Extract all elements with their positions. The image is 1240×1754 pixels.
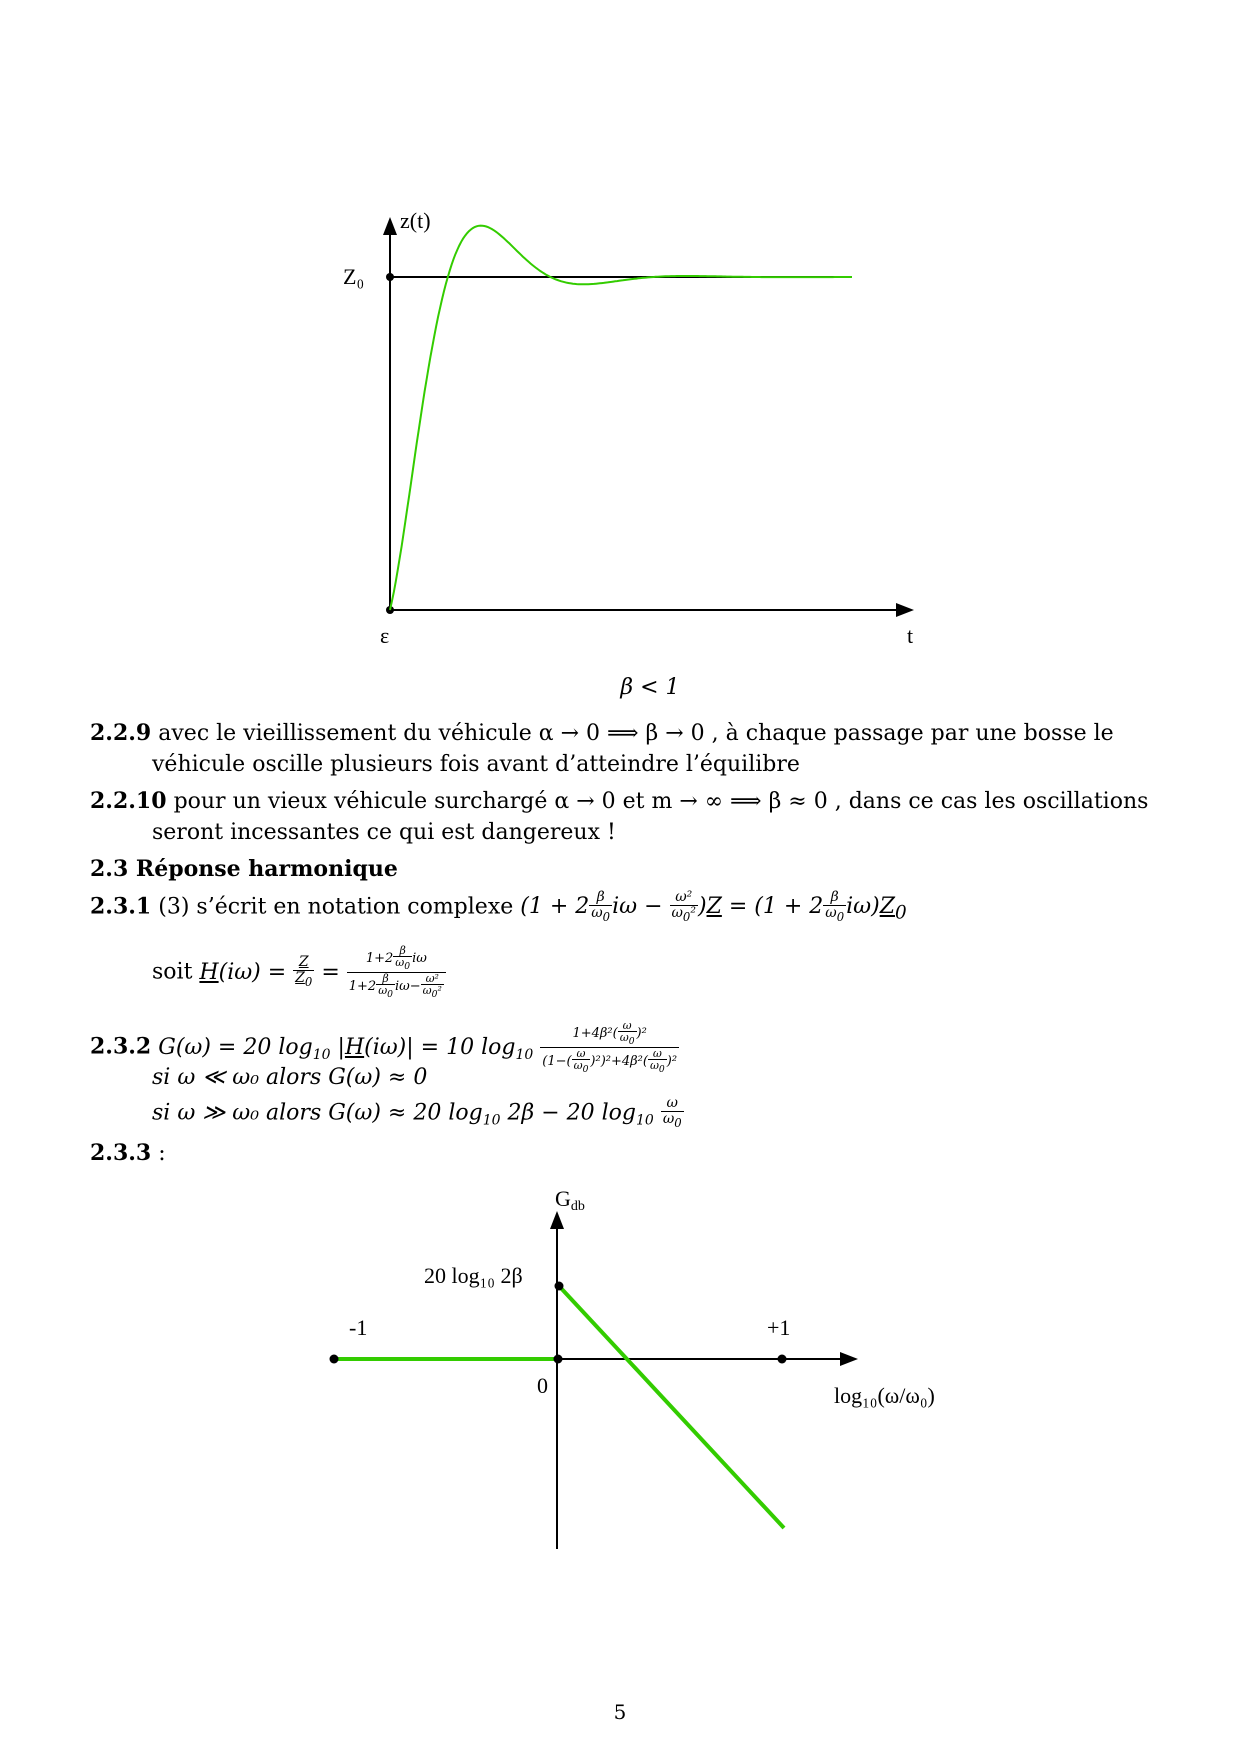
low-frequency-limit: [152, 1062, 1212, 1093]
plus-one-point: [778, 1355, 787, 1364]
item-2-3-3: [90, 1138, 1150, 1169]
item-text: avec le vieillissement du véhicule α → 0 ⟹ β → 0 , à chaque passage par une bosse le: [158, 721, 1114, 746]
item-text: pour un vieux véhicule surchargé α → 0 et m → ∞ ⟹ β ≈ 0 , dans ce cas les oscillations: [173, 789, 1149, 814]
bode-gain-figure: [0, 1180, 1240, 1580]
high-frequency-asymptote: [559, 1286, 784, 1528]
item-number: 2.3.3: [90, 1140, 152, 1166]
item-number: 2.3.2: [90, 1033, 152, 1060]
transfer-function-line: [152, 945, 1212, 1000]
log-frequency-axis-arrow: [840, 1352, 858, 1366]
item-text-continued: véhicule oscille plusieurs fois avant d’atteindre l’équilibre: [152, 752, 800, 777]
plus-one-label: +1: [767, 1315, 791, 1340]
item-colon: :: [158, 1141, 166, 1166]
section-heading-2-3: 2.3 Réponse harmonique: [90, 856, 398, 882]
item-2-3-1: [90, 890, 1150, 929]
low-frequency-text: si ω ≪ ω₀ alors G(ω) ≈ 0: [152, 1065, 428, 1090]
minus-one-label: -1: [349, 1315, 368, 1340]
complex-equation: (1 + 2 $\frac{\beta}{\omega_0}$ iω − $\frac{\text{ω²}}{\omega_0^2}$ )Z = (1 + 2 $\frac{\beta}{\omega_0}$ $i\omega)Z_0$: [520, 889, 907, 924]
origin-epsilon-label: ε: [380, 623, 390, 648]
high-frequency-text: si ω ≫ ω₀ alors G(ω) ≈ 20 log: [152, 1100, 483, 1126]
minus-one-point: [330, 1355, 339, 1364]
step-response-figure: [0, 0, 1240, 720]
item-text-continued: seront incessantes ce qui est dangereux !: [152, 820, 616, 845]
gain-equation: G(ω) = 20 $\log_{10} |H(i\omega)| = 10$ $\log_{10}$ 1+4β²( $\frac{\omega}{\omega_0}$ )² (1−( $\frac{\omega}{\omega_0}$ )²)²+4β²( $\frac{\omega}{\omega_0}$ )²: [158, 1019, 678, 1076]
gain-axis-label: Gdb: [555, 1186, 585, 1214]
page-number: 5: [613, 1700, 627, 1724]
item-number: 2.2.10: [90, 788, 167, 814]
item-2-2-10: [90, 786, 1150, 848]
item-2-2-9: [90, 718, 1150, 780]
high-frequency-text-mid: 2β − 20 log: [500, 1100, 636, 1126]
t-axis-label: t: [907, 623, 914, 648]
high-frequency-limit: si ω ≫ ω₀ alors G(ω) ≈ 20 $\log_{10} 2\beta - 20$ $\log_{10}$ $\frac{\omega}{\omega_0}$: [152, 1095, 682, 1130]
z0-label: Z₀: [343, 264, 365, 289]
transfer-function: H(iω) = $\frac{Z}{Z_0}$ = 1+2 $\frac{\beta}{\omega_0}$ iω 1+2 $\frac{\beta}{\omega_0}$ iω− $\frac{\text{ω²}}{\omega_0^2}$: [199, 960, 445, 985]
item-number: 2.3.1: [90, 893, 152, 920]
intercept-point: [555, 1282, 564, 1291]
z0-point: [386, 273, 394, 281]
intercept-label: 20 log₁₀ 2β: [424, 1263, 523, 1288]
soit-label: soit: [152, 959, 193, 985]
item-text: (3) s’écrit en notation complexe: [158, 894, 514, 920]
gain-axis-arrow: [550, 1211, 564, 1229]
z-axis-arrow: [383, 217, 397, 235]
t-axis-arrow: [896, 603, 914, 617]
item-number: 2.2.9: [90, 720, 152, 746]
z-axis-label: z(t): [400, 208, 431, 233]
figure1-caption: β < 1: [620, 675, 680, 700]
origin-point: [554, 1355, 563, 1364]
damped-oscillation-curve: [390, 226, 852, 610]
log-frequency-axis-label: log₁₀(ω/ω₀): [834, 1383, 935, 1408]
zero-label: 0: [537, 1373, 548, 1398]
